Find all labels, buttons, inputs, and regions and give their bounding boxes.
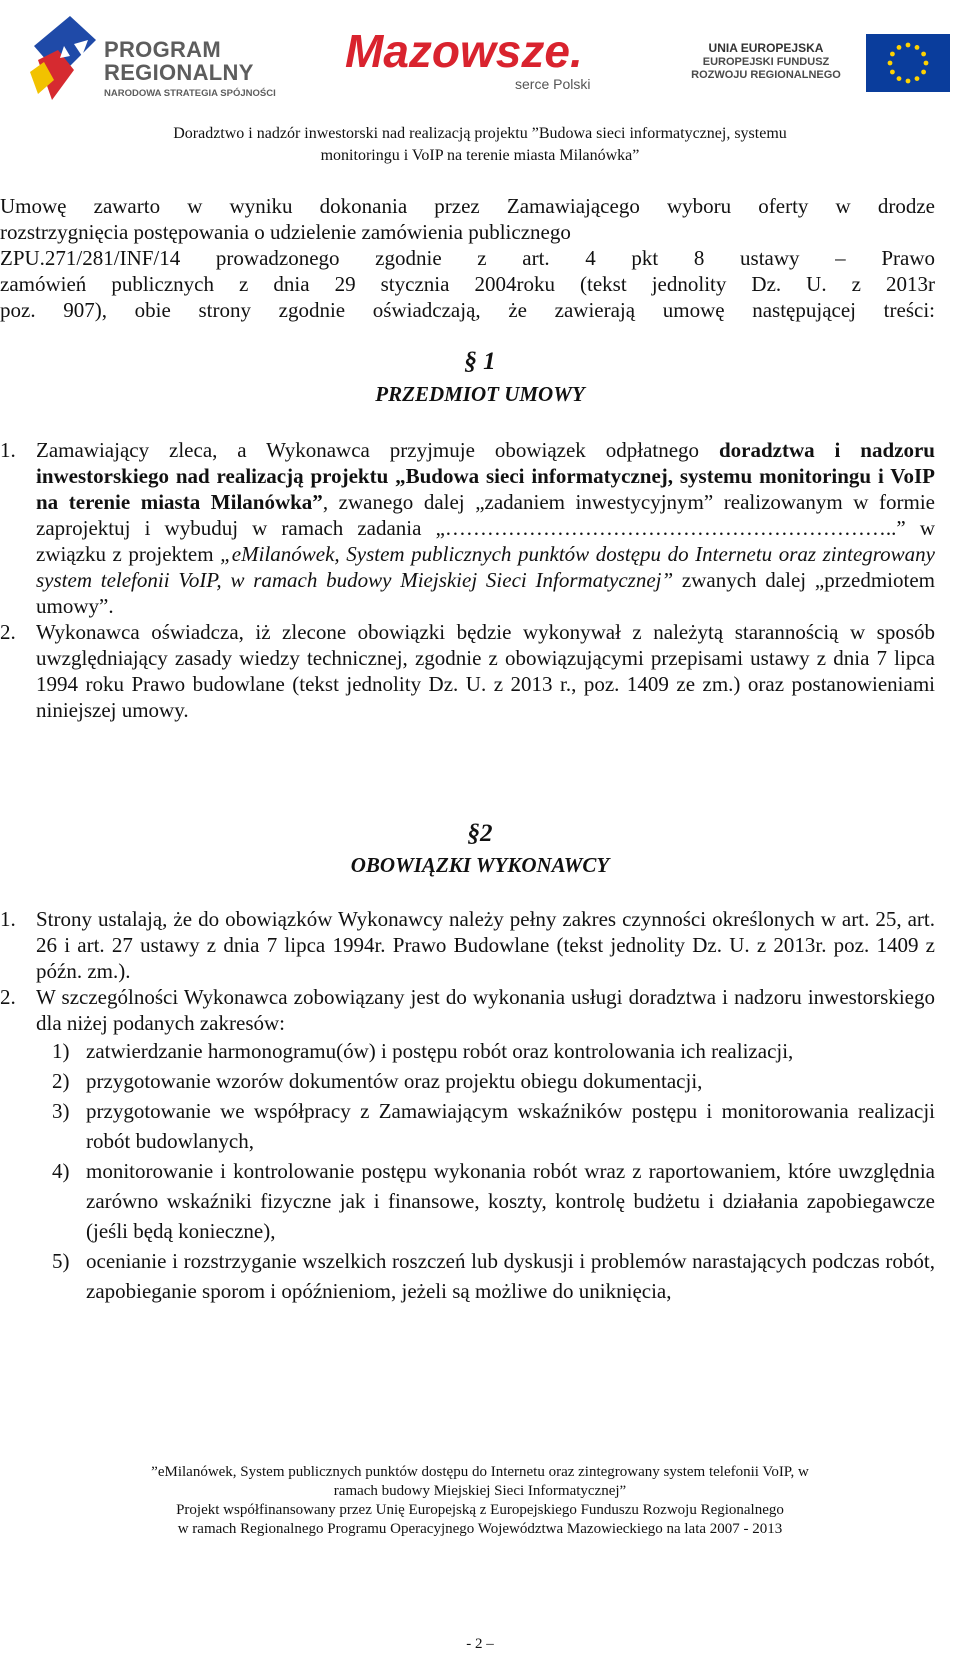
footer-line3: Projekt współfinansowany przez Unię Europejską z Europejskiego Funduszu Rozwoju Regionalnego bbox=[176, 1502, 784, 1518]
sublist-item bbox=[0, 1156, 935, 1246]
running-header-line2: monitoringu i VoIP na terenie miasta Milanówka” bbox=[320, 147, 640, 164]
mazowsze-logo bbox=[345, 26, 645, 106]
eu-fund-line2: ROZWOJU REGIONALNEGO bbox=[691, 69, 841, 81]
program-regionalny-emblem-icon bbox=[30, 16, 100, 102]
sublist-item bbox=[0, 1066, 935, 1096]
eu-name: UNIA EUROPEJSKA bbox=[708, 41, 824, 55]
section2-item-1 bbox=[0, 906, 935, 984]
eu-logo bbox=[668, 34, 938, 98]
item-number: 1. bbox=[0, 907, 16, 931]
item-text: , zwanego dalej „zadaniem inwestycyjnym” realizowanym w formie zaprojektuj i wybuduj w ramach zadania „………………………………………………………..” w związku z projektem bbox=[36, 490, 935, 566]
item-text: W szczególności Wykonawca zobowiązany jest do wykonania usługi doradztwa i nadzoru inwestorskiego dla niżej podanych zakresów: bbox=[36, 985, 935, 1035]
intro-line: zamówień publicznych z dnia 29 stycznia 2004roku (tekst jednolity Dz. U. z 2013r bbox=[0, 272, 935, 296]
section1-item-2 bbox=[0, 619, 935, 723]
footer-line1: ”eMilanówek, System publicznych punktów dostępu do Internetu oraz zintegrowany system telefonii VoIP, w bbox=[151, 1464, 809, 1480]
footer-line2: ramach budowy Miejskiej Sieci Informatycznej” bbox=[333, 1483, 627, 1499]
mazowsze-tagline: serce Polski bbox=[515, 76, 591, 92]
subitem-text: przygotowanie wzorów dokumentów oraz projektu obiegu dokumentacji, bbox=[86, 1069, 703, 1093]
subitem-number: 2) bbox=[52, 1069, 70, 1093]
sublist-item bbox=[0, 1096, 935, 1156]
running-header bbox=[0, 123, 960, 167]
page-number: - 2 – bbox=[466, 1636, 494, 1652]
footer-line4: w ramach Regionalnego Programu Operacyjnego Województwa Mazowieckiego na lata 2007 - 2013 bbox=[177, 1521, 783, 1537]
subitem-text: ocenianie i rozstrzyganie wszelkich roszczeń lub dyskusji i problemów narastających podczas robót, zapobieganie sporom i opóźnieniom, jeżeli są możliwe do uniknięcia, bbox=[86, 1249, 935, 1303]
subitem-number: 1) bbox=[52, 1039, 70, 1063]
item-italic-text: „eMilanówek, System publicznych punktów dostępu do Internetu oraz zintegrowany system telefonii VoIP, w ramach budowy Miejskiej Sieci Informatycznej” bbox=[36, 542, 936, 592]
program-line: PROGRAM bbox=[104, 37, 221, 62]
item-text: zwanych dalej „przedmiotem umowy”. bbox=[36, 568, 935, 618]
section2-sublist bbox=[0, 1036, 935, 1306]
item-bold-text: doradztwa i nadzoru inwestorskiego nad realizacją projektu „Budowa sieci informatycznej, systemu monitoringu i VoIP na terenie miasta Milanówka” bbox=[36, 438, 935, 514]
section2-list bbox=[0, 906, 935, 1306]
section2-title: OBOWIĄZKI WYKONAWCY bbox=[350, 853, 610, 877]
item-number: 2. bbox=[0, 985, 16, 1009]
eu-flag-icon bbox=[866, 34, 950, 92]
intro-line: rozstrzygnięcia postępowania o udzielenie zamówienia publicznego bbox=[0, 220, 571, 244]
running-header-line1: Doradztwo i nadzór inwestorski nad realizacją projektu ”Budowa sieci informatycznej, systemu bbox=[173, 125, 787, 142]
item-text: Zamawiający zleca, a Wykonawca przyjmuje obowiązek odpłatnego bbox=[36, 438, 719, 462]
item-number: 1. bbox=[0, 438, 16, 462]
subitem-text: przygotowanie we współpracy z Zamawiającym wskaźników postępu i monitorowania realizacji robót budowlanych, bbox=[86, 1099, 935, 1153]
item-number: 2. bbox=[0, 620, 16, 644]
section1-item-1 bbox=[0, 437, 935, 619]
intro-line: ZPU.271/281/INF/14 prowadzonego zgodnie z art. 4 pkt 8 ustawy – Prawo bbox=[0, 246, 935, 270]
sublist-item bbox=[0, 1036, 935, 1066]
subitem-text: zatwierdzanie harmonogramu(ów) i postępu robót oraz kontrolowania ich realizacji, bbox=[86, 1039, 794, 1063]
section2-number: §2 bbox=[467, 820, 493, 847]
item-text: Strony ustalają, że do obowiązków Wykonawcy należy pełny zakres czynności określonych w art. 25, art. 26 i art. 27 ustawy z dnia 7 lipca 1994r. Prawo Budowlane (tekst jednolity Dz. U. z 2013r. poz. 1409 z późn. zm.). bbox=[36, 907, 935, 983]
section1-list bbox=[0, 437, 935, 723]
item-text: Wykonawca oświadcza, iż zlecone obowiązki będzie wykonywał z należytą starannością w sposób uwzględniający zasady wiedzy technicznej, zgodnie z obowiązującymi przepisami ustawy z dnia 7 lipca 1994 roku Prawo budowlane (tekst jednolity Dz. U. z 2013 r., poz. 1409 ze zm.) oraz postanowieniami niniejszej umowy. bbox=[36, 620, 935, 722]
program-regionalny-title bbox=[104, 38, 254, 84]
header-logos bbox=[0, 0, 960, 112]
intro-paragraph bbox=[0, 193, 935, 323]
sublist-item bbox=[0, 1246, 935, 1306]
regionalny-line: REGIONALNY bbox=[104, 60, 254, 85]
page-footer bbox=[0, 1463, 960, 1539]
subitem-text: monitorowanie i kontrolowanie postępu wykonania robót wraz z raportowaniem, które uwzględnia zarówno wskaźniki fizyczne jak i finansowe, koszty, kontrolę budżetu i działania zapobiegawcze (jeśli będą konieczne), bbox=[86, 1159, 935, 1243]
eu-fund-line1: EUROPEJSKI FUNDUSZ bbox=[702, 56, 830, 68]
section1-title: PRZEDMIOT UMOWY bbox=[375, 382, 585, 406]
intro-line: poz. 907), obie strony zgodnie oświadczają, że zawierają umowę następującej treści: bbox=[0, 298, 935, 322]
subitem-number: 5) bbox=[52, 1249, 70, 1273]
mazowsze-wordmark: Mazowsze. bbox=[345, 25, 583, 77]
subitem-number: 4) bbox=[52, 1159, 70, 1183]
eu-logo-text bbox=[686, 42, 846, 82]
section1-number: § 1 bbox=[464, 348, 496, 375]
section2-item-2 bbox=[0, 984, 935, 1036]
program-regionalny-subtitle: NARODOWA STRATEGIA SPÓJNOŚCI bbox=[104, 88, 276, 99]
intro-line: Umowę zawarto w wyniku dokonania przez Zamawiającego wyboru oferty w drodze bbox=[0, 194, 935, 218]
program-regionalny-logo bbox=[30, 14, 305, 104]
subitem-number: 3) bbox=[52, 1099, 70, 1123]
